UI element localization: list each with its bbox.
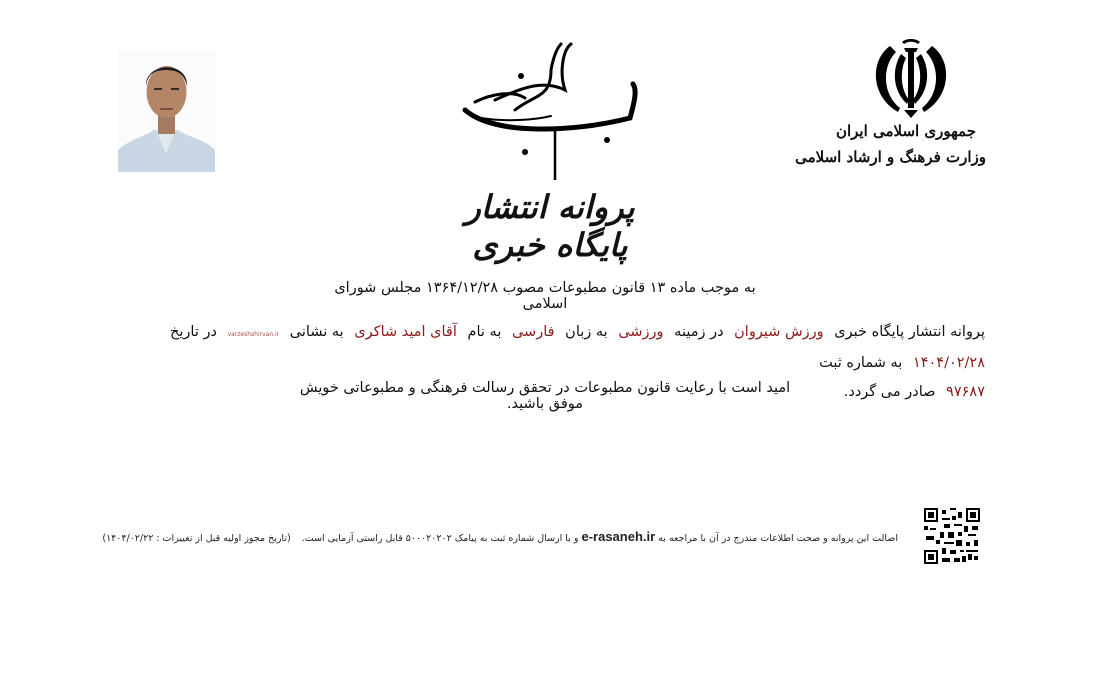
owner-name: آقای امید شاکری bbox=[354, 324, 457, 340]
ministry-emblem bbox=[795, 38, 1000, 178]
verification-website-link[interactable]: e-rasaneh.ir bbox=[581, 529, 656, 544]
field-value: ورزشی bbox=[618, 324, 664, 340]
text-name: به نام bbox=[467, 324, 502, 340]
initial-license-date-note: (تاریخ مجوز اولیه قبل از تغییرات : ۱۴۰۴/۰۲/۲۲) bbox=[102, 533, 291, 544]
registration-number: ۹۷۶۸۷ bbox=[946, 384, 985, 400]
verification-footer bbox=[102, 529, 898, 544]
text-reg: به شماره ثبت bbox=[819, 355, 903, 371]
closing-wish: امید است با رعایت قانون مطبوعات در تحقق رسالت فرهنگی و مطبوعاتی خویش موفق باشید. bbox=[299, 380, 791, 412]
qr-code[interactable] bbox=[924, 508, 980, 564]
iran-emblem-icon bbox=[868, 38, 954, 118]
site-name: ورزش شیروان bbox=[734, 324, 824, 340]
verify-text-1: اصالت این پروانه و صحت اطلاعات مندرج در آن با مراجعه به bbox=[658, 533, 898, 544]
language-value: فارسی bbox=[511, 324, 555, 340]
text-language: به زبان bbox=[565, 324, 608, 340]
text-date: در تاریخ bbox=[170, 324, 217, 340]
text-license: پروانه انتشار پایگاه خبری bbox=[834, 324, 985, 340]
portrait-icon bbox=[118, 50, 215, 172]
verify-text-2: و یا ارسال شماره ثبت به پیامک ۵۰۰۰۲۰۲۰۲ قابل راستی آزمایی است. bbox=[301, 533, 579, 544]
emblem-line-republic: جمهوری اسلامی ایران bbox=[835, 122, 976, 140]
document-title: پروانه انتشار پایگاه خبری bbox=[465, 188, 635, 264]
text-issued: صادر می گردد. bbox=[843, 384, 936, 400]
qr-code-icon bbox=[924, 508, 980, 564]
issue-date: ۱۴۰۴/۰۲/۲۸ bbox=[912, 355, 985, 371]
text-address: به نشانی bbox=[289, 324, 344, 340]
bismillah-calligraphy bbox=[455, 40, 645, 180]
holder-photo bbox=[118, 50, 215, 172]
text-field: در زمینه bbox=[674, 324, 724, 340]
bismillah-icon bbox=[455, 40, 645, 180]
emblem-line-ministry: وزارت فرهنگ و ارشاد اسلامی bbox=[795, 148, 986, 166]
site-address: varzeshshirvan.ir bbox=[227, 331, 280, 338]
law-reference: به موجب ماده ۱۳ قانون مطبوعات مصوب ۱۳۶۴/۱۲/۲۸ مجلس شورای اسلامی bbox=[334, 280, 756, 312]
